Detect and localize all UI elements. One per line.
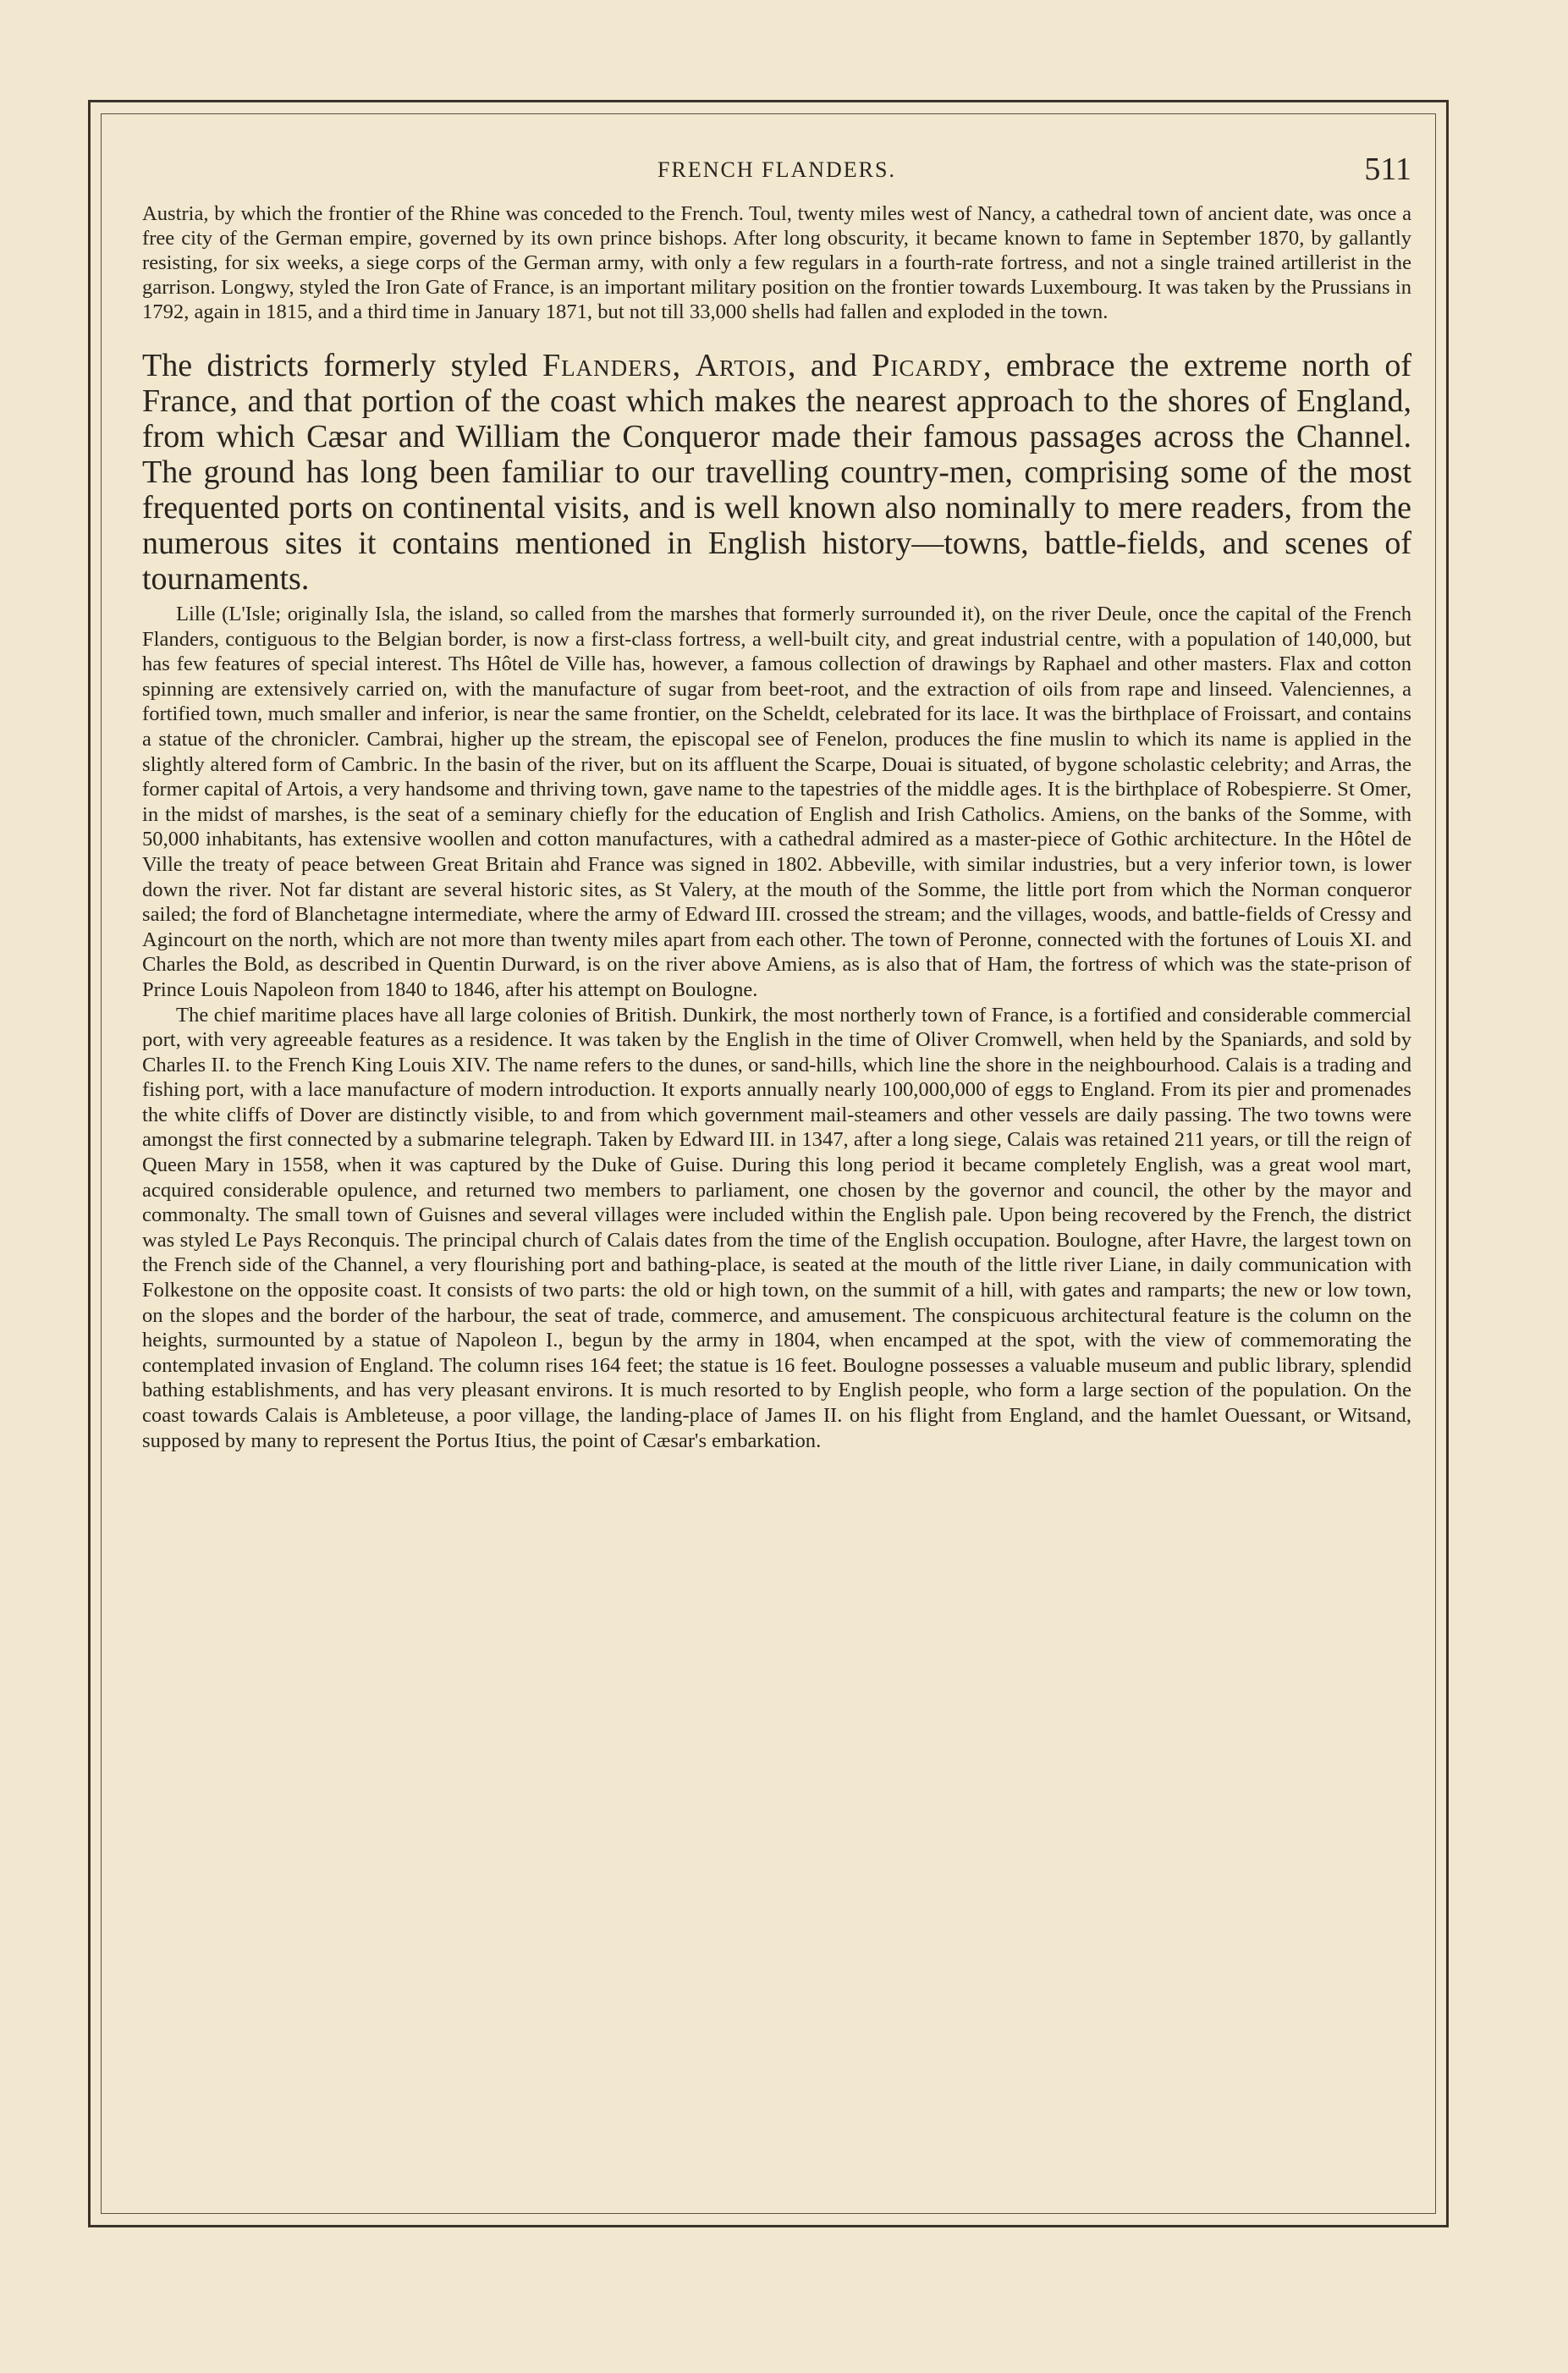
lead-part2: , embrace the extreme north of France, and that portion of the coast which makes the nearest approach to the shores of England, from which Cæsar and William the Conqueror made their famous passages across the Channel. The ground has long been familiar to our travelling country-men, comprising some of the most frequented ports on continental visits, and is well known also nominally to mere readers, from the numerous sites it contains mentioned in English history—towns, battle-fields, and scenes of tournaments.: [142, 348, 1411, 597]
lead-paragraph: [142, 348, 1411, 597]
lead-part1: The districts formerly styled: [142, 348, 542, 383]
intro-block: [142, 201, 1411, 324]
main-text: [142, 602, 1411, 1453]
lead-artois: Artois: [695, 348, 788, 383]
lead-sep1: ,: [672, 348, 696, 383]
lead-sep2: , and: [787, 348, 872, 383]
running-header: [142, 151, 1411, 201]
page-content: [142, 151, 1411, 1453]
running-title: FRENCH FLANDERS.: [657, 157, 896, 182]
paragraph-maritime: The chief maritime places have all large colonies of British. Dunkirk, the most northerly town of France, is a fortified and considerable commercial port, with very agreeable features as a residence. It was taken by the English in the time of Oliver Cromwell, when held by the Spaniards, and sold by Charles II. to the French King Louis XIV. The name refers to the dunes, or sand-hills, which line the shore in the neighbourhood. Calais is a trading and fishing port, with a lace manufacture of modern introduction. It exports annually nearly 100,000,000 of eggs to England. From its pier and promenades the white cliffs of Dover are distinctly visible, to and from which government mail-steamers and other vessels are daily passing. The two towns were amongst the first connected by a submarine telegraph. Taken by Edward III. in 1347, after a long siege, Calais was retained 211 years, or till the reign of Queen Mary in 1558, when it was captured by the Duke of Guise. During this long period it became completely English, was a great wool mart, acquired considerable opulence, and returned two members to parliament, one chosen by the governor and council, the other by the mayor and commonalty. The small town of Guisnes and several villages were included within the English pale. Upon being recovered by the French, the district was styled Le Pays Reconquis. The principal church of Calais dates from the time of the English occupation. Boulogne, after Havre, the largest town on the French side of the Channel, a very flourishing port and bathing-place, is seated at the mouth of the little river Liane, in daily communication with Folkestone on the opposite coast. It consists of two parts: the old or high town, on the summit of a hill, with gates and ramparts; the new or low town, on the slopes and the border of the harbour, the seat of trade, commerce, and amusement. The conspicuous architectural feature is the column on the heights, surmounted by a statue of Napoleon I., begun by the army in 1804, when encamped at the spot, with the view of commemorating the contemplated invasion of England. The column rises 164 feet; the statue is 16 feet. Boulogne possesses a valuable museum and public library, splendid bathing establishments, and has very pleasant environs. It is much resorted to by English people, who form a large section of the population. On the coast towards Calais is Ambleteuse, a poor village, the landing-place of James II. on his flight from England, and the hamlet Ouessant, or Witsand, supposed by many to represent the Portus Itius, the point of Cæsar's embarkation.: [142, 1003, 1411, 1452]
lead-picardy: Picardy: [872, 348, 983, 383]
page-number: 511: [1364, 151, 1411, 187]
paragraph-lille: Lille (L'Isle; originally Isla, the island, so called from the marshes that formerly surrounded it), on the river Deule, once the capital of the French Flanders, contiguous to the Belgian border, is now a first-class fortress, a well-built city, and great industrial centre, with a population of 140,000, but has few features of special interest. Ths Hôtel de Ville has, however, a famous collection of drawings by Raphael and other masters. Flax and cotton spinning are extensively carried on, with the manufacture of sugar from beet-root, and the extraction of oils from rape and linseed. Valenciennes, a fortified town, much smaller and inferior, is near the same frontier, on the Scheldt, celebrated for its lace. It was the birthplace of Froissart, and contains a statue of the chronicler. Cambrai, higher up the stream, the episcopal see of Fenelon, produces the fine muslin to which its name is applied in the slightly altered form of Cambric. In the basin of the river, but on its affluent the Scarpe, Douai is situated, of bygone scholastic celebrity; and Arras, the former capital of Artois, a very handsome and thriving town, gave name to the tapestries of the middle ages. It is the birthplace of Robespierre. St Omer, in the midst of marshes, is the seat of a seminary chiefly for the education of English and Irish Catholics. Amiens, on the banks of the Somme, with 50,000 inhabitants, has extensive woollen and cotton manufactures, with a cathedral admired as a master-piece of Gothic architecture. In the Hôtel de Ville the treaty of peace between Great Britain ahd France was signed in 1802. Abbeville, with similar industries, but a very inferior town, is lower down the river. Not far distant are several historic sites, as St Valery, at the mouth of the Somme, the little port from which the Norman conqueror sailed; the ford of Blanchetagne intermediate, where the army of Edward III. crossed the stream; and the villages, woods, and battle-fields of Cressy and Agincourt on the north, which are not more than twenty miles apart from each other. The town of Peronne, connected with the fortunes of Louis XI. and Charles the Bold, as described in Quentin Durward, is on the river above Amiens, as is also that of Ham, the fortress of which was the state-prison of Prince Louis Napoleon from 1840 to 1846, after his attempt on Boulogne.: [142, 603, 1411, 1001]
intro-paragraph: Austria, by which the frontier of the Rhine was conceded to the French. Toul, twenty miles west of Nancy, a cathedral town of ancient date, was once a free city of the German empire, governed by its own prince bishops. After long obscurity, it became known to fame in September 1870, by gallantly resisting, for six weeks, a siege corps of the German army, with only a few regulars in a fourth-rate fortress, and not a single trained artillerist in the garrison. Longwy, styled the Iron Gate of France, is an important military position on the frontier towards Luxembourg. It was taken by the Prussians in 1792, again in 1815, and a third time in January 1871, but not till 33,000 shells had fallen and exploded in the town.: [142, 202, 1411, 323]
lead-flanders: Flanders: [542, 348, 673, 383]
